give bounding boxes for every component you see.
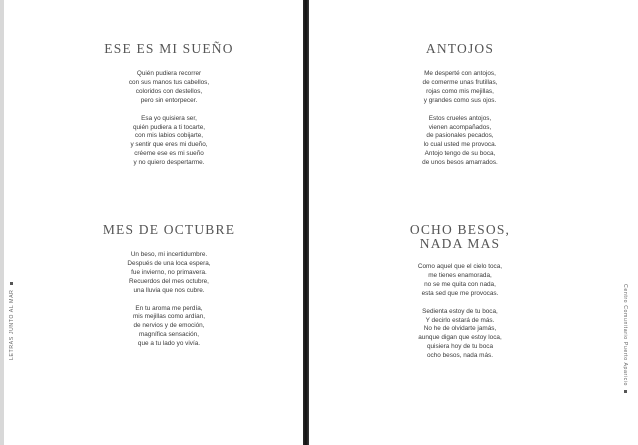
- poem-line: de pasionales pecados,: [426, 132, 494, 140]
- poem-line: que a tu lado yo vivía.: [137, 340, 201, 348]
- poem-line: Sedienta estoy de tu boca,: [422, 307, 498, 315]
- poem-line: vienen acompañados,: [428, 123, 492, 131]
- poem-line: magnífica sensación,: [138, 331, 200, 339]
- poem-line: Estos crueles antojos,: [428, 114, 492, 122]
- poem-line: y grandes como sus ojos.: [423, 96, 497, 104]
- poem-line: rojas como mis mejillas,: [426, 87, 494, 95]
- poem-line: Quién pudiera recorrer: [136, 70, 202, 77]
- poem-line: y no quiero despertarme.: [133, 159, 205, 167]
- left-page: [0, 0, 305, 445]
- poem-line: En tu aroma me perdía,: [135, 304, 203, 312]
- poem-line: esta sed que me provocas.: [421, 289, 499, 297]
- stanza: [360, 263, 560, 299]
- side-label-text: LETRAS JUNTO AL MAR: [9, 289, 15, 360]
- poem-line: créeme ese es mi sueño: [134, 150, 204, 158]
- poem-line: ocho besos, nada más.: [426, 352, 494, 360]
- poem-title: ANTOJOS: [425, 41, 495, 56]
- stanza: [360, 308, 560, 361]
- poem-line: Antojo tengo de su boca,: [424, 150, 496, 158]
- poem-line: no se me quita con nada,: [424, 280, 496, 288]
- stanza: [69, 305, 269, 350]
- poem-line: pero sin entorpecer.: [140, 96, 198, 104]
- poem-line: coloridos con destellos,: [135, 87, 203, 95]
- poem-line: de unos besos amarrados.: [422, 159, 498, 167]
- page-marker: [10, 283, 13, 286]
- poem-line: mis mejillas como ardían,: [132, 313, 206, 321]
- poem-line: fue invierno, no primavera.: [131, 268, 207, 276]
- poem-line: lo cual usted me provoca.: [423, 141, 497, 149]
- poem-line: de nervios y de emoción,: [133, 322, 205, 330]
- poem-line: me tienes enamorada,: [428, 271, 492, 279]
- poem-line: de comerme unas frutillas,: [422, 78, 498, 86]
- poem-line: Como aquel que el cielo toca,: [417, 263, 503, 270]
- page-marker: [624, 390, 627, 393]
- stanza: [360, 115, 560, 168]
- side-label-text: Centro Comunitario Puerto Aparicio: [622, 284, 628, 386]
- stanza: [69, 251, 269, 296]
- poem-line: aunque digan que estoy loca,: [418, 334, 502, 342]
- poem-line: con mis labios cobijarte,: [134, 132, 204, 140]
- poem-line: Esa yo quisiera ser,: [141, 114, 197, 122]
- stanza: [69, 115, 269, 168]
- right-page: [309, 0, 638, 445]
- page-edge: [0, 0, 4, 445]
- poem-title: OCHO BESOS, NADA MAS: [409, 222, 511, 251]
- poem-line: con sus manos tus cabellos,: [128, 78, 210, 86]
- stanza: [360, 70, 560, 106]
- poem-mes-de-octubre: [69, 223, 269, 358]
- poem-title: ESE ES MI SUEÑO: [104, 41, 234, 56]
- poem-line: Un beso, mi incertidumbre.: [130, 251, 208, 258]
- poem-line: Recuerdos del mes octubre,: [129, 277, 209, 285]
- poem-ese-es-mi-sueno: [69, 42, 269, 177]
- poem-line: y sentir que eres mi dueño,: [130, 141, 208, 149]
- poem-line: Y decirlo estará de más.: [425, 316, 495, 324]
- poem-line: No he de olvidarte jamás,: [423, 325, 497, 333]
- poem-title: MES DE OCTUBRE: [102, 222, 236, 237]
- poem-line: quisiera hoy de tu boca: [426, 343, 494, 351]
- poem-line: una lluvia que nos cubre.: [133, 286, 205, 294]
- poem-line: Me desperté con antojos,: [424, 70, 496, 77]
- poem-antojos: [360, 42, 560, 177]
- right-side-running-label: [622, 284, 628, 393]
- stanza: [69, 70, 269, 106]
- poem-line: Después de una loca espera,: [127, 259, 211, 267]
- left-side-running-label: [9, 283, 15, 361]
- poem-line: quién pudiera a ti tocarte,: [132, 123, 206, 131]
- poem-ocho-besos: [360, 223, 560, 370]
